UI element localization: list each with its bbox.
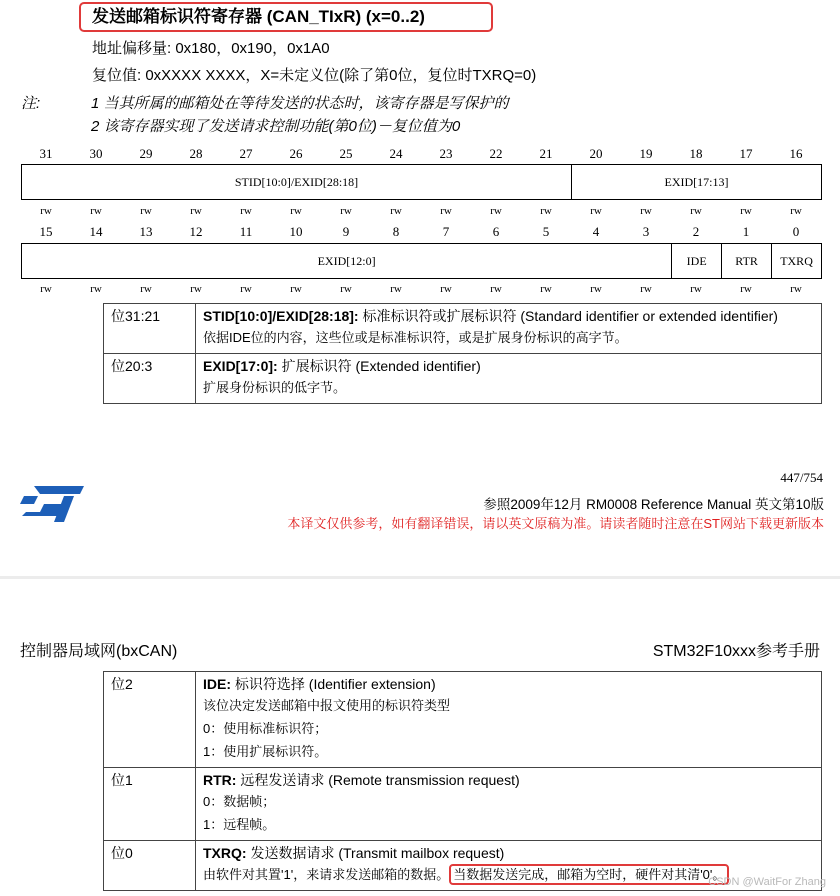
bit-number: 18 [689, 146, 703, 161]
bit-number: 30 [89, 146, 103, 161]
lower-access-row [21, 283, 822, 299]
access-type: rw [790, 283, 802, 295]
st-logo [20, 484, 86, 524]
bit-number: 8 [392, 224, 400, 239]
table-row [104, 768, 822, 841]
bit-number: 26 [289, 146, 303, 161]
bit-description-table-1 [103, 303, 822, 404]
bit-number: 29 [139, 146, 153, 161]
access-type: rw [290, 283, 302, 295]
access-type: rw [490, 205, 502, 217]
access-type: rw [140, 205, 152, 217]
field-summary: 标准标识符或扩展标识符 (Standard identifier or extended identifier) [358, 308, 778, 324]
field-name: STID[10:0]/EXID[28:18]: [203, 308, 359, 324]
field-detail: 1：使用扩展标识符。 [203, 744, 328, 759]
access-type: rw [90, 283, 102, 295]
table-row [104, 304, 822, 354]
address-offset: 地址偏移量: 0x180，0x190，0x1A0 [92, 40, 330, 57]
bit-number: 4 [592, 224, 600, 239]
highlighted-text: 当数据发送完成，邮箱为空时，硬件对其清'0'。 [449, 864, 729, 885]
bit-number: 15 [39, 224, 53, 239]
field-name: IDE: [203, 676, 231, 692]
bit-number: 13 [139, 224, 153, 239]
field-stid-exid-high: STID[10:0]/EXID[28:18] [21, 164, 572, 200]
access-type: rw [740, 283, 752, 295]
reset-value: 复位值: 0xXXXX XXXX，X=未定义位(除了第0位，复位时TXRQ=0) [92, 67, 537, 84]
bit-description [196, 354, 822, 404]
bit-number: 11 [239, 224, 253, 239]
access-type: rw [190, 205, 202, 217]
field-detail: 0：使用标准标识符； [203, 721, 328, 736]
bit-range: 位20:3 [104, 354, 196, 404]
access-type: rw [590, 283, 602, 295]
bit-description [196, 304, 822, 354]
field-ide: IDE [671, 243, 722, 279]
upper-bit-numbers [21, 146, 822, 164]
field-heading [203, 675, 815, 694]
field-summary: 发送数据请求 (Transmit mailbox request) [246, 845, 505, 861]
note-1: 1 当其所属的邮箱处在等待发送的状态时，该寄存器是写保护的 [91, 95, 509, 112]
access-type: rw [540, 205, 552, 217]
access-type: rw [440, 205, 452, 217]
access-type: rw [690, 283, 702, 295]
access-type: rw [390, 283, 402, 295]
reference-line: 参照2009年12月 RM0008 Reference Manual 英文第10版 [483, 497, 824, 512]
manual-header: STM32F10xxx参考手册 [652, 643, 820, 660]
bit-number: 6 [492, 224, 500, 239]
page-number: 447/754 [780, 470, 823, 485]
bit-number: 14 [89, 224, 103, 239]
field-exid-12-0: EXID[12:0] [21, 243, 672, 279]
field-heading [203, 357, 815, 376]
bit-number: 10 [289, 224, 303, 239]
lower-register-fields [21, 243, 822, 279]
bit-number: 1 [742, 224, 750, 239]
access-type: rw [90, 205, 102, 217]
field-detail: 依据IDE位的内容，这些位或是标准标识符，或是扩展身份标识的高字节。 [203, 330, 628, 345]
bit-number: 25 [339, 146, 353, 161]
register-title: 发送邮箱标识符寄存器 (CAN_TIxR) (x=0..2) [79, 2, 493, 32]
field-name: RTR: [203, 772, 237, 788]
note-label: 注: [21, 95, 41, 112]
detail-part-a: 由软件对其置'1'，来请求发送邮箱的数据。 [203, 867, 450, 882]
bit-description [196, 672, 822, 768]
access-type: rw [790, 205, 802, 217]
bit-number: 20 [589, 146, 603, 161]
access-type: rw [340, 205, 352, 217]
bit-number: 28 [189, 146, 203, 161]
access-type: rw [390, 205, 402, 217]
chapter-header: 控制器局域网(bxCAN) [20, 643, 178, 660]
field-heading [203, 844, 815, 863]
access-type: rw [190, 283, 202, 295]
bit-number: 24 [389, 146, 403, 161]
field-name: EXID[17:0]: [203, 358, 278, 374]
access-type: rw [40, 205, 52, 217]
upper-register-fields [21, 164, 822, 200]
access-type: rw [440, 283, 452, 295]
table-row [104, 354, 822, 404]
field-txrq: TXRQ [771, 243, 822, 279]
bit-range: 位1 [104, 768, 196, 841]
bit-number: 0 [792, 224, 800, 239]
field-detail: 1：远程帧。 [203, 817, 276, 832]
access-type: rw [240, 205, 252, 217]
bit-range: 位31:21 [104, 304, 196, 354]
page-separator [0, 576, 840, 579]
bit-number: 23 [439, 146, 453, 161]
lower-bit-numbers [21, 224, 822, 242]
access-type: rw [640, 283, 652, 295]
access-type: rw [490, 283, 502, 295]
bit-description [196, 768, 822, 841]
field-exid-17-13: EXID[17:13] [571, 164, 822, 200]
translation-disclaimer: 本译文仅供参考，如有翻译错误，请以英文原稿为准。请读者随时注意在ST网站下载更新版本 [287, 516, 824, 531]
upper-access-row [21, 205, 822, 221]
access-type: rw [140, 283, 152, 295]
bit-number: 31 [39, 146, 53, 161]
access-type: rw [640, 205, 652, 217]
bit-number: 27 [239, 146, 253, 161]
field-detail: 该位决定发送邮箱中报文使用的标识符类型 [203, 698, 451, 713]
field-rtr: RTR [721, 243, 772, 279]
bit-number: 17 [739, 146, 753, 161]
field-summary: 标识符选择 (Identifier extension) [231, 676, 436, 692]
field-detail: 0：数据帧； [203, 794, 276, 809]
bit-number: 3 [642, 224, 650, 239]
bit-number: 21 [539, 146, 553, 161]
bit-number: 12 [189, 224, 203, 239]
field-heading [203, 771, 815, 790]
bit-number: 2 [692, 224, 700, 239]
access-type: rw [540, 283, 552, 295]
bit-range: 位2 [104, 672, 196, 768]
field-detail: 扩展身份标识的低字节。 [203, 380, 347, 395]
field-name: TXRQ: [203, 845, 247, 861]
access-type: rw [290, 205, 302, 217]
access-type: rw [240, 283, 252, 295]
access-type: rw [40, 283, 52, 295]
bit-number: 19 [639, 146, 653, 161]
bit-description-table-2 [103, 671, 822, 891]
bit-number: 22 [489, 146, 503, 161]
bit-number: 5 [542, 224, 550, 239]
field-summary: 扩展标识符 (Extended identifier) [277, 358, 481, 374]
bit-number: 7 [442, 224, 450, 239]
access-type: rw [340, 283, 352, 295]
field-heading [203, 307, 815, 326]
access-type: rw [690, 205, 702, 217]
note-2: 2 该寄存器实现了发送请求控制功能(第0位)－复位值为0 [91, 118, 461, 135]
table-row [104, 672, 822, 768]
bit-number: 9 [342, 224, 350, 239]
access-type: rw [740, 205, 752, 217]
field-summary: 远程发送请求 (Remote transmission request) [236, 772, 520, 788]
bit-range: 位0 [104, 841, 196, 891]
bit-number: 16 [789, 146, 803, 161]
access-type: rw [590, 205, 602, 217]
watermark: CSDN @WaitFor Zhang [708, 876, 826, 888]
